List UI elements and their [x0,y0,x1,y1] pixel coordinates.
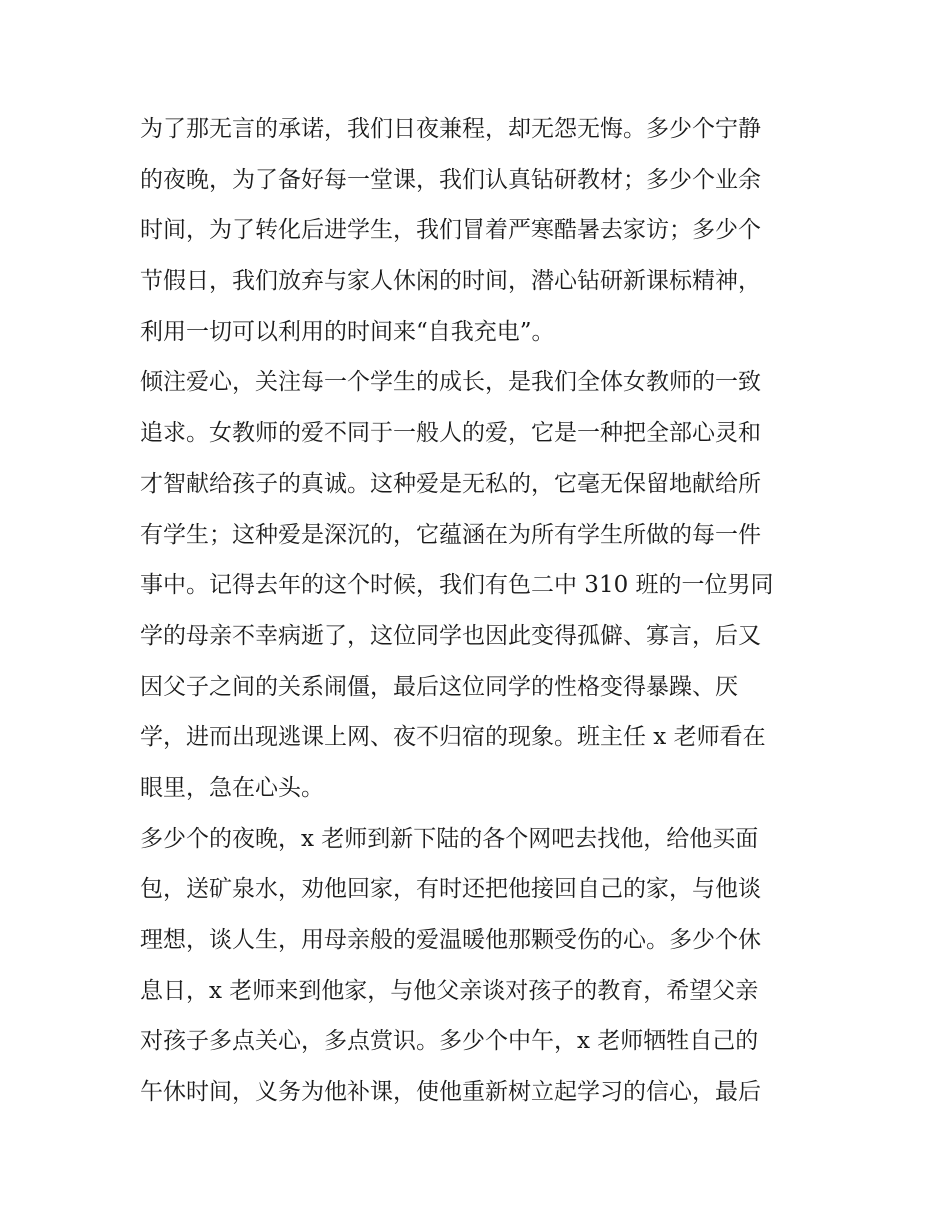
text-line: 倾注爱心，关注每一个学生的成长，是我们全体女教师的一致 [140,369,761,396]
text-line: 的夜晚，为了备好每一堂课，我们认真钻研教材；多少个业余 [140,166,761,193]
text-line: 节假日，我们放弃与家人休闲的时间，潜心钻研新课标精神， [140,268,761,295]
text-line: 有学生；这种爱是深沉的，它蕴涵在为所有学生所做的每一件 [140,521,761,548]
paragraph-3 [140,814,812,1118]
text-line: 利用一切可以利用的时间来“自我充电”。 [140,318,555,345]
text-line: 理想，谈人生，用母亲般的爱温暖他那颗受伤的心。多少个休 [140,927,761,953]
text-line: 时间，为了转化后进学生，我们冒着严寒酷暑去家访；多少个 [140,217,761,244]
text-line: 息日，x 老师来到他家，与他父亲谈对孩子的教育，希望父亲 [140,977,759,1004]
body-text [140,104,812,1118]
text-line: 多少个的夜晚，x 老师到新下陆的各个网吧去找他，给他买面 [140,825,759,852]
text-line: 才智献给孩子的真诚。这种爱是无私的，它毫无保留地献给所 [140,470,761,497]
text-line: 学的母亲不幸病逝了，这位同学也因此变得孤僻、寡言，后又 [140,622,761,649]
text-line: 对孩子多点关心，多点赏识。多少个中午，x 老师牺牲自己的 [140,1028,759,1055]
text-line: 追求。女教师的爱不同于一般人的爱，它是一种把全部心灵和 [140,420,761,447]
text-line: 午休时间，义务为他补课，使他重新树立起学习的信心，最后 [140,1079,761,1106]
text-line: 眼里，急在心头。 [140,774,324,801]
paragraph-2 [140,357,812,813]
text-line: 因父子之间的关系闹僵，最后这位同学的性格变得暴躁、厌 [140,673,738,700]
text-line: 为了那无言的承诺，我们日夜兼程，却无怨无悔。多少个宁静 [140,116,761,142]
text-line: 学，进而出现逃课上网、夜不归宿的现象。班主任 x 老师看在 [140,724,766,751]
text-line: 包，送矿泉水，劝他回家，有时还把他接回自己的家，与他谈 [140,876,761,903]
text-line: 事中。记得去年的这个时候，我们有色二中 310 班的一位男同 [140,572,774,599]
paragraph-1 [140,104,812,357]
